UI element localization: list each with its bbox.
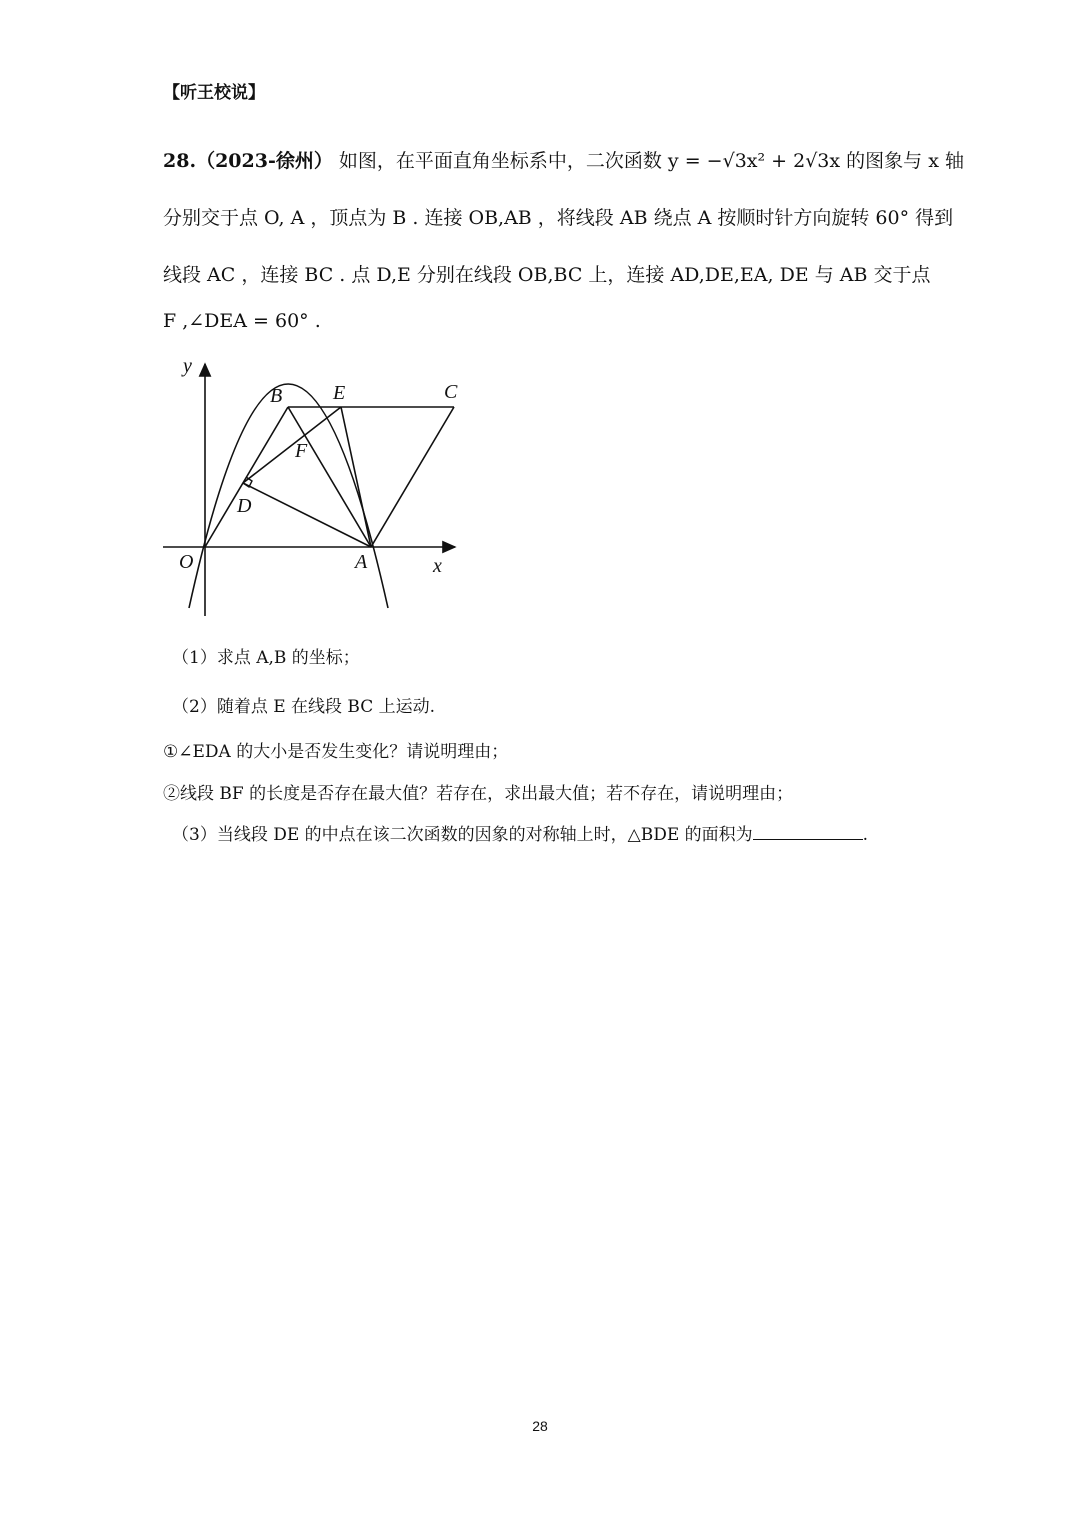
part-3 (172, 820, 868, 845)
label-D: D (237, 495, 252, 517)
part-2-a: ①∠EDA 的大小是否发生变化？请说明理由； (163, 742, 509, 762)
label-A: A (355, 551, 368, 573)
question-line-3: 线段 AC ，连接 BC . 点 D,E 分别在线段 OB,BC 上，连接 AD,DE,EA, DE 与 AB 交于点 (163, 264, 931, 286)
label-F: F (295, 440, 308, 462)
part-1: （1）求点 A,B 的坐标； (172, 648, 360, 668)
part-3-text: （3）当线段 DE 的中点在该二次函数的因象的对称轴上时，△BDE 的面积为 (172, 825, 753, 845)
part-2-b: ②线段 BF 的长度是否存在最大值？若存在，求出最大值；若不存在，请说明理由； (163, 784, 794, 804)
part-2: （2）随着点 E 在线段 BC 上运动. (172, 697, 436, 717)
question-number: 28. (163, 150, 197, 172)
header-tag: 【听王校说】 (163, 83, 265, 103)
label-x: x (433, 555, 442, 577)
part-3-end: . (862, 825, 869, 845)
page-number: 28 (532, 1418, 548, 1434)
segment-AC (371, 407, 454, 547)
parabola-curve (189, 384, 388, 608)
segment-AE (341, 407, 371, 547)
label-O: O (179, 551, 194, 573)
label-C: C (444, 381, 458, 403)
label-y: y (183, 355, 192, 377)
label-B: B (270, 385, 283, 407)
question-text-1: 如图，在平面直角坐标系中，二次函数 y = −√3x² + 2√3x 的图象与 x 轴 (338, 150, 964, 172)
question-line-2: 分别交于点 O, A ，顶点为 B . 连接 OB,AB ，将线段 AB 绕点 A 按顺时针方向旋转 60° 得到 (163, 207, 954, 229)
geometry-figure (155, 350, 475, 620)
question-line-1 (163, 146, 964, 173)
label-E: E (333, 382, 346, 404)
question-line-4: F ,∠DEA = 60° . (163, 310, 321, 332)
answer-blank[interactable] (753, 823, 863, 840)
question-source: （2023-徐州） (196, 150, 333, 172)
